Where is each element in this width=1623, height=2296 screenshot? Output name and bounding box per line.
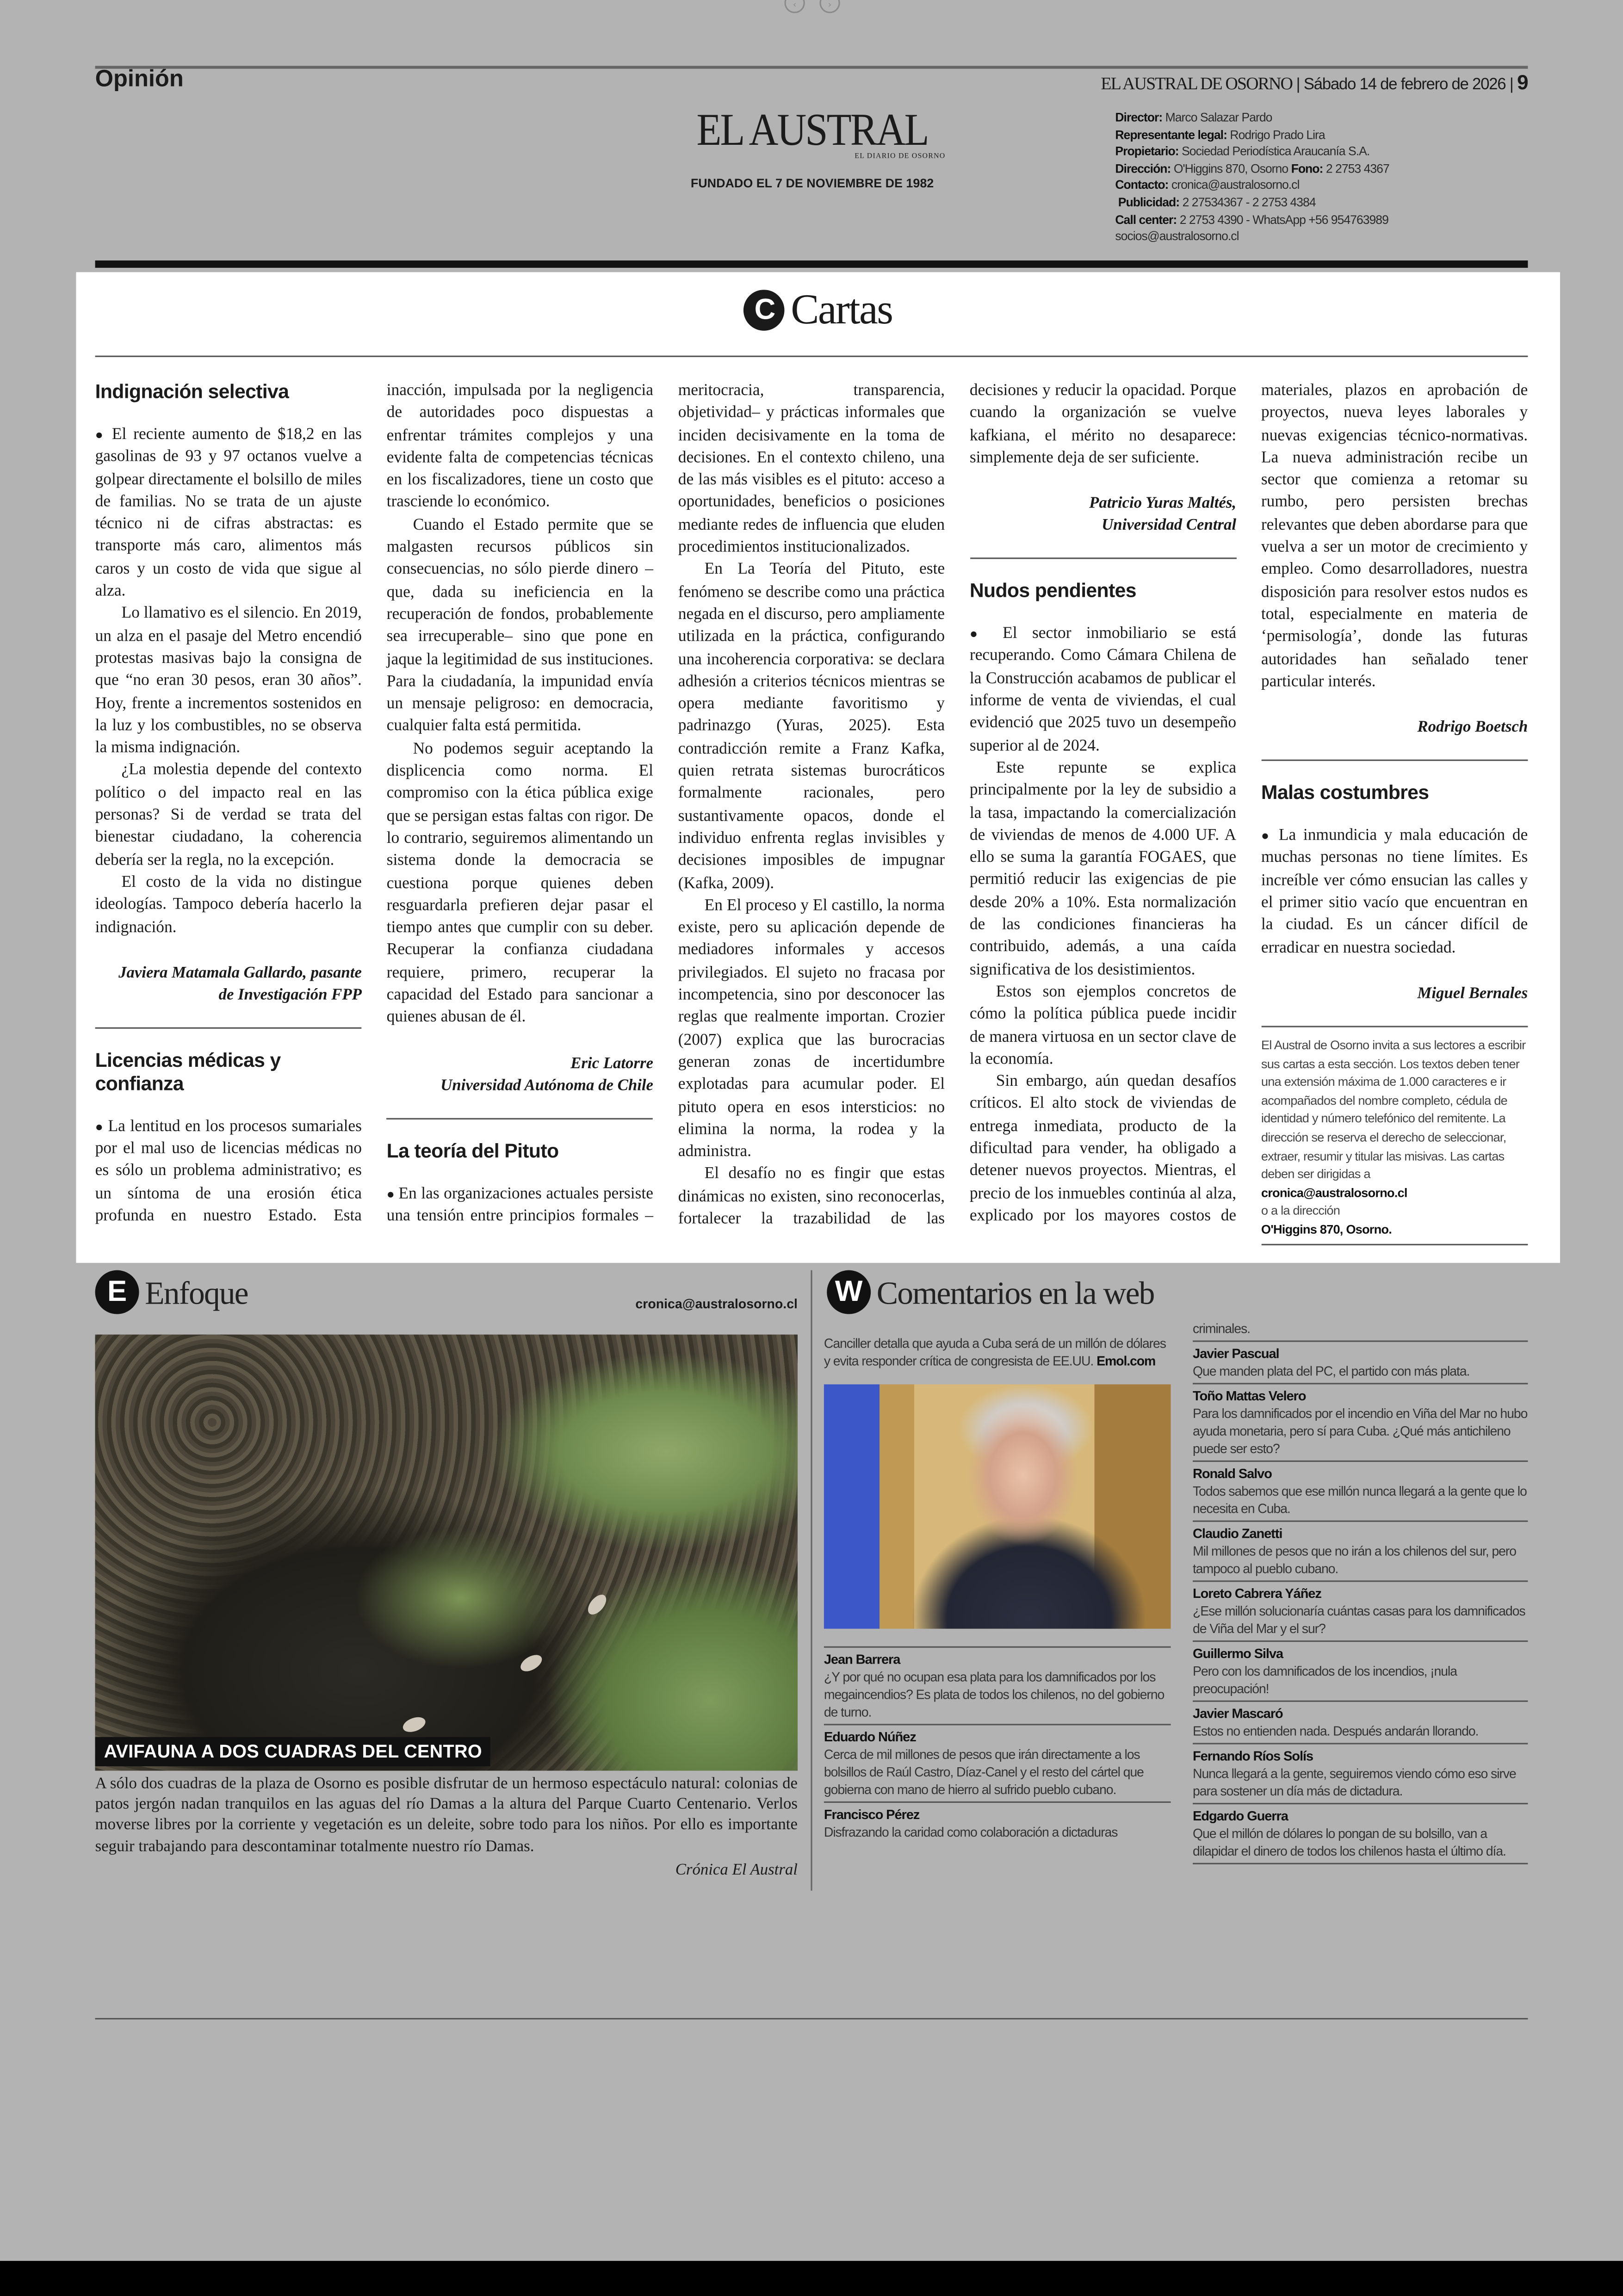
staff-ads: Publicidad: 2 27534367 - 2 2753 4384 [1118,194,1316,210]
viewer-bottom-bar [0,2261,1623,2296]
paragraph: Lo llamativo es el silencio. En 2019, un alza en el pasaje del Metro encendió protestas masivas bajo la consigna de que “no eran 30 pesos, eran 30 años”. Hoy, frente a incrementos sostenidos en la luz y los combustibles, no se observa la misma indignación. [95,605,362,757]
masthead [644,104,981,191]
paragraph: El desafío no es fingir que estas dinámicas no existen, sino reconocerlas, fortalecer la trazabilidad de las decisiones y reducir la opacidad. Porque cuando la organización se vuelve kafkiana, el mérito no desaparece: simplemente deja de ser suficiente. [678,382,1237,1228]
bottom-rule [95,2018,1528,2019]
letters-address: O'Higgins 870, Osorno. [1261,1221,1392,1237]
paragraph: ● En las organizaciones actuales persiste una tensión entre principios formales –meritocracia, transparencia, objetividad– y prácticas informales que inciden decisivamente en la toma de decisiones. En el contexto chileno, una de las más visibles es el pituto: acceso a oportunidades, beneficios o posiciones mediante redes de influencia que eluden procedimientos institucionalizados. [387,380,945,1247]
enfoque-email[interactable]: cronica@australosorno.cl [635,1296,798,1312]
letter [95,380,362,1006]
web-comments-title: Comentarios en la web [876,1275,1154,1312]
comment: Javier Pascual Que manden plata del PC, el partido con más plata. [1193,1340,1528,1383]
web-comments-right [1193,1317,1528,1864]
comment: Loreto Cabrera Yáñez ¿Ese millón solucionaría cuántas casas para los damnificados de Viña del Mar y el sur? [1193,1580,1528,1640]
top-rule [95,66,1528,68]
letter-title: Malas costumbres [1261,781,1429,804]
comment: Edgardo Guerra Que el millón de dólares lo pongan de su bolsillo, van a dilapidar el dinero de todos los chilenos hasta el último día. [1193,1803,1528,1864]
staff-box [1115,110,1389,245]
chancellor-photo [824,1384,1171,1628]
column-divider [811,1270,812,1891]
comment: Ronald Salvo Todos sabemos que ese millón nunca llegará a la gente que lo necesita en Cuba. [1193,1461,1528,1521]
news-headline: Canciller detalla que ayuda a Cuba será de un millón de dólares y evita responder crítica de congresista de EE.UU. Emol.com [824,1336,1166,1368]
comment: Claudio Zanetti Mil millones de pesos que no irán a los chilenos del sur, pero tampoco al pueblo cubano. [1193,1521,1528,1581]
staff-contact: Contacto: cronica@australosorno.cl [1115,177,1300,192]
cartas-c-icon: C [744,290,785,331]
comment: Jean Barrera ¿Y por qué no ocupan esa plata para los damnificados por los megaincendios? Es plata de todos los chilenos, no del gobierno de turno. [824,1646,1171,1724]
enfoque-header [95,1270,798,1320]
letters-info-box: El Austral de Osorno invita a sus lectores a escribir sus cartas a esta sección. Los textos deben tener una extensión máxima de 1.000 caracteres e ir acompañados del nombre completo, cédula de identidad y número telefónico del remitente. La dirección se reserva el derecho de seleccionar, extraer, resumir y titular las misivas. Las cartas deben ser dirigidas a cronica@australosorno.cl o a la dirección O'Higgins 870, Osorno. [1261,1026,1528,1246]
photo-caption-label: AVIFAUNA A DOS CUADRAS DEL CENTRO [95,1737,491,1766]
enfoque-e-icon: E [95,1270,139,1314]
letter-title: Indignación selectiva [95,380,289,402]
letter-title: Nudos pendientes [969,580,1136,602]
web-w-icon: W [827,1270,871,1314]
letters-email-link[interactable]: cronica@australosorno.cl [1261,1185,1407,1200]
staff-director: Director: Marco Salazar Pardo [1115,110,1272,124]
letter-title: Licencias médicas y confianza [95,1049,281,1095]
chevron-left-icon: ‹ [793,0,797,11]
comment: Eduardo Núñez Cerca de mil millones de pesos que irán directamente a los bolsillos de Raúl Castro, Díaz-Canel y el resto del cártel que gobierna con mano de hierro al sufrido pueblo cubano. [824,1724,1171,1801]
section-label: Opinión [95,67,184,93]
comment: Guillermo Silva Pero con los damnificados de los incendios, ¡nula preocupación! [1193,1640,1528,1701]
paper-name: EL AUSTRAL DE OSORNO [1101,73,1293,94]
next-page-button[interactable] [819,0,840,13]
staff-address: Dirección: O'Higgins 870, Osorno Fono: 2 2753 4367 [1115,161,1389,175]
founded-line: FUNDADO EL 7 DE NOVIEMBRE DE 1982 [690,175,934,191]
paragraph: El costo de la vida no distingue ideologías. Tampoco debería hacerlo la indignación. [95,873,362,936]
letter-signature: Miguel Bernales [1417,984,1528,1003]
comment: Javier Mascaró Estos no entienden nada. Después andarán llorando. [1193,1701,1528,1743]
paragraph: Cuando el Estado permite que se malgasten recursos públicos sin consecuencias, no sólo pierde dinero –que, dada su ineficiencia en la recuperación de fondos, probablemente sea irrecuperable– sino que pone en jaque la legitimidad de sus instituciones. Para la ciudadanía, la impunidad envía un mensaje peligroso: en democracia, cualquier falta está permitida. [386,516,653,736]
page-number: 9 [1517,70,1528,94]
ducks-river-photo [95,1335,798,1771]
letter-signature: Rodrigo Boetsch [1417,718,1528,736]
cartas-section [76,272,1560,1262]
staff-socios: socios@australosorno.cl [1115,228,1239,243]
enfoque-signature: Crónica El Austral [675,1861,798,1879]
letter-signature: Eric Latorre Universidad Autónoma de Chile [440,1054,653,1094]
masthead-subtitle: EL DIARIO DE OSORNO [855,154,946,161]
header-bar [95,260,1528,268]
paragraph: En El proceso y El castillo, la norma existe, pero su aplicación depende de mediadores informales y accesos privilegiados. El sujeto no fracasa por incompetencia, sino por desconocer las reglas que realmente importan. Crozier (2007) explica que las burocracias generan zonas de incertidumbre explotadas para acumular poder. El pituto opera en esos intersticios: no elimina la norma, la rodea y la administra. [678,897,945,1161]
masthead-logo: EL AUSTRAL [696,104,928,155]
prev-page-button[interactable] [784,0,805,13]
paragraph: ● El sector inmobiliario se está recuperando. Como Cámara Chilena de la Construcción acabamos de publicar el informe de venta de viviendas, el cual evidenció que 2025 tuvo un desempeño superior al de 2024. [970,624,1236,758]
staff-legal: Representante legal: Rodrigo Prado Lira [1115,126,1325,142]
cartas-title: C Cartas [76,287,1560,335]
comment: Toño Mattas Velero Para los damnificados por el incendio en Viña del Mar no hubo ayuda monetaria, pero sí para Cuba. ¿Qué más antichileno puede ser esto? [1193,1383,1528,1461]
enfoque-title: Enfoque [145,1275,248,1312]
letter-title: La teoría del Pituto [386,1139,559,1162]
enfoque-body [95,1774,798,1880]
chevron-right-icon: › [828,0,832,11]
comment: Francisco Pérez Disfrazando la caridad como colaboración a dictaduras [824,1801,1171,1844]
enfoque-text: A sólo dos cuadras de la plaza de Osorno es posible disfrutar de un hermoso espectáculo natural: colonias de patos jergón nadan tranquilos en las aguas del río Damas a la altura del Parque Cuarto Centenario. Verlos moverse libres por la corriente y vegetación es un deleite, sobre todo para los niños. Por ello es importante seguir trabajando para descontaminar totalmente nuestro río Damas. [95,1775,798,1855]
paragraph: Estos son ejemplos concretos de cómo la política pública puede incidir de manera virtuosa en un sector clave de la economía. [969,983,1237,1068]
letter-signature: Patricio Yuras Maltés, Universidad Central [1089,495,1237,535]
letters-columns [95,380,1528,1247]
divider [95,356,1528,357]
news-source: Emol.com [1096,1353,1156,1368]
paragraph: Este repunte se explica principalmente por la ley de subsidio a la tasa, impactando la comercialización de viviendas de menos de 4.000 UF. A ello se suma la garantía FOGAES, que permitió reducir las exigencias de pie desde 20% a 10%. Esta normalización de las condiciones financieras ha contribuido, además, a una caída significativa de los desistimientos. [969,759,1237,979]
page-folio: EL AUSTRAL DE OSORNO | Sábado 14 de febrero de 2026 | 9 [1101,70,1528,94]
web-comments-left [824,1335,1171,1844]
comment-continuation: criminales. [1193,1321,1250,1337]
paragraph: En La Teoría del Pituto, este fenómeno se describe como una práctica negada en el discurso, pero ampliamente utilizada en la práctica, configurando una incoherencia corporativa: se declara adhesión a criterios técnicos mientras se opera mediante favoritismo y padrinazgo (Yuras, 2025). Esta contradicción remite a Franz Kafka, quien retrata sistemas burocráticos formalmente racionales, pero sustantivamente opacos, donde el individuo enfrenta reglas invisibles y decisiones imposibles de impugnar (Kafka, 2009). [678,561,945,892]
paragraph: Sin embargo, aún quedan desafíos críticos. El alto stock de viviendas de entrega inmediata, producto de la dificultad para vender, ha obligado a detener nuevos proyectos. Mientras, el precio de los inmuebles continúa al alza, explicado por los mayores costos de materiales, plazos en aprobación de proyectos, nueva leyes laborales y nuevas exigencias técnico-normativas. La nueva administración recibe un sector que comienza a retomar su rumbo, pero persisten brechas relevantes que deben abordarse para que vuelva a ser un motor de crecimiento y empleo. Como desarrolladores, nuestra disposición para resolver estos nudos es total, especialmente en materia de ‘permisología’, donde las futuras autoridades han señalado tener particular interés. [969,382,1528,1225]
issue-date: Sábado 14 de febrero de 2026 [1303,76,1506,94]
paragraph: ● La inmundicia y mala educación de muchas personas no tiene límites. Es increíble ver cómo ensucian las calles y el primer sitio vacío que encuentran en la ciudad. Es un cáncer difícil de erradicar en nuestra sociedad. [1261,826,1528,960]
staff-callcenter: Call center: 2 2753 4390 - WhatsApp +56 954763989 [1115,211,1388,226]
paragraph: ● La lentitud en los procesos sumariales por el mal uso de licencias médicas no es sólo un problema administrativo; es un síntoma de una erosión ética profunda en nuestro Estado. Esta inacción, impulsada por la negligencia de autoridades poco dispuestas a enfrentar trámites complejos y una evidente falta de competencias técnicas en los fiscalizadores, tiene un costo que trasciende lo económico. [95,380,653,1247]
comment: Fernando Ríos Solís Nunca llegará a la gente, seguiremos viendo cómo eso sirve para sostener un día más de dictadura. [1193,1743,1528,1803]
staff-owner: Propietario: Sociedad Periodística Araucanía S.A. [1115,143,1370,159]
web-comments-header [824,1270,1190,1320]
paragraph: ¿La molestia depende del contexto político o del impacto real en las personas? Si de verdad se trata del bienestar ciudadano, la coherencia debería ser la regla, no la excepción. [95,761,362,869]
letter [1261,760,1528,1005]
paragraph: No podemos seguir aceptando la displicencia como norma. El compromiso con la ética pública exige que se persigan estas faltas con rigor. De lo contrario, seguiremos alimentando un sistema donde la democracia se cuestiona porque quienes deben resguardarla prefieren dejar pasar el tiempo antes que cumplir con su deber. Recuperar la confianza ciudadana requiere, primero, recuperar la capacidad del Estado para sancionar a quienes abusan de él. [386,740,653,1027]
letter-signature: Javiera Matamala Gallardo, pasante de Investigación FPP [118,964,362,1004]
paragraph: ● El reciente aumento de $18,2 en las gasolinas de 93 y 97 octanos vuelve a golpear directamente el bolsillo de miles de familias. No se trata de un ajuste técnico ni de cifras abstractas: es transporte más caro, alimentos más caros y un costo de vida que sigue al alza. [95,424,362,603]
